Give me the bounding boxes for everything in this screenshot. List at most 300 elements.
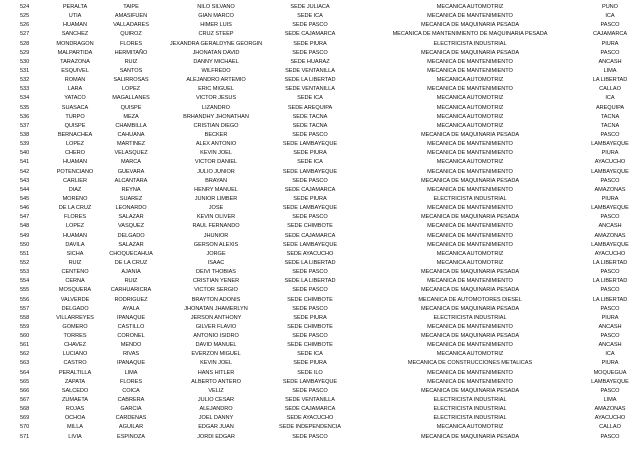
given-names-cell: EVERZON MIGUEL xyxy=(191,351,241,358)
program-cell: ELECTRICISTA INDUSTRIAL xyxy=(433,40,507,47)
paternal-surname-cell: VALVERDE xyxy=(60,296,90,303)
given-names-cell: DEIVI THOBIAS xyxy=(196,269,236,276)
paternal-surname-cell: CENTENO xyxy=(61,269,89,276)
program-cell: MECANICA DE MAQUINARIA PESADA xyxy=(420,214,520,221)
table-row xyxy=(0,396,638,405)
maternal-surname-cell: AGUILAR xyxy=(118,424,144,431)
program-cell: MECANICA DE MANTENIMIENTO DE MAQUINARIA PESADA xyxy=(392,31,548,38)
program-cell: MECANICA AUTOMOTRIZ xyxy=(436,77,504,84)
maternal-surname-cell: MEZA xyxy=(123,113,139,120)
row-number-cell: 568 xyxy=(20,406,30,413)
region-cell: LIMA xyxy=(603,67,617,74)
table-row xyxy=(0,168,638,177)
maternal-surname-cell: ESPINOZA xyxy=(117,433,145,440)
given-names-cell: NILO SILVANO xyxy=(197,4,235,10)
paternal-surname-cell: LARA xyxy=(67,86,83,93)
program-cell: MECANICA DE MANTENIMIENTO xyxy=(427,278,513,285)
paternal-surname-cell: ZUMAETA xyxy=(62,397,88,404)
row-number-cell: 566 xyxy=(20,387,30,394)
maternal-surname-cell: LOPEZ xyxy=(121,86,141,93)
paternal-surname-cell: PERALTA xyxy=(62,4,88,10)
given-names-cell: ALEJANDRO xyxy=(199,406,233,413)
program-cell: MECANICA AUTOMOTRIZ xyxy=(436,159,504,166)
campus-cell: SEDE HUARAZ xyxy=(290,58,330,65)
table-row xyxy=(0,49,638,58)
paternal-surname-cell: TORRES xyxy=(63,333,87,340)
maternal-surname-cell: MENDO xyxy=(120,342,142,349)
given-names-cell: BRAYAN xyxy=(205,177,227,184)
maternal-surname-cell: HERMITAÑO xyxy=(114,49,148,56)
row-number-cell: 527 xyxy=(20,31,30,38)
table-row xyxy=(0,433,638,442)
row-number-cell: 567 xyxy=(20,397,30,404)
campus-cell: SEDE PASCO xyxy=(292,433,328,440)
maternal-surname-cell: RUIZ xyxy=(124,58,138,65)
campus-cell: SEDE JULIACA xyxy=(290,4,330,10)
given-names-cell: JHONATAN DAVID xyxy=(192,49,240,56)
maternal-surname-cell: CHOQUECAHUA xyxy=(109,250,153,257)
region-cell: AMAZONAS xyxy=(594,406,626,413)
region-cell: TACNA xyxy=(600,113,620,120)
row-number-cell: 534 xyxy=(20,95,30,102)
given-names-cell: KEVIN OLIVER xyxy=(196,214,236,221)
row-number-cell: 539 xyxy=(20,141,30,148)
region-cell: AMAZONAS xyxy=(594,232,626,239)
paternal-surname-cell: VILLARREYES xyxy=(56,314,94,321)
given-names-cell: VELIZ xyxy=(208,387,224,394)
program-cell: MECANICA DE MAQUINARIA PESADA xyxy=(420,433,520,440)
region-cell: AYACUCHO xyxy=(594,159,626,166)
program-cell: MECANICA DE MANTENIMIENTO xyxy=(427,67,513,74)
row-number-cell: 531 xyxy=(20,67,30,74)
paternal-surname-cell: SUASACA xyxy=(61,104,89,111)
program-cell: ELECTRICISTA INDUSTRIAL xyxy=(433,314,507,321)
region-cell: AYACUCHO xyxy=(594,415,626,422)
maternal-surname-cell: IPANAQUE xyxy=(116,360,146,367)
maternal-surname-cell: DE LA CRUZ xyxy=(114,259,148,266)
maternal-surname-cell: LEONARDO xyxy=(115,205,147,212)
row-number-cell: 549 xyxy=(20,232,30,239)
table-row xyxy=(0,314,638,323)
paternal-surname-cell: DELGADO xyxy=(61,305,89,312)
program-cell: MECANICA AUTOMOTRIZ xyxy=(436,122,504,129)
region-cell: ANCASH xyxy=(598,223,622,230)
given-names-cell: BRAYTON ADONIS xyxy=(191,296,241,303)
program-cell: MECANICA DE MANTENIMIENTO xyxy=(427,205,513,212)
row-number-cell: 564 xyxy=(20,369,30,376)
paternal-surname-cell: FLORES xyxy=(63,214,87,221)
region-cell: ICA xyxy=(605,13,615,20)
program-cell: MECANICA DE MANTENIMIENTO xyxy=(427,223,513,230)
given-names-cell: DANNY MICHAEL xyxy=(193,58,239,65)
maternal-surname-cell: IPANAQUE xyxy=(116,314,146,321)
paternal-surname-cell: HUAMAN xyxy=(63,159,87,166)
given-names-cell: ANTONIO ISIDRO xyxy=(193,333,239,340)
given-names-cell: HANS HITLER xyxy=(197,369,235,376)
row-number-cell: 546 xyxy=(20,205,30,212)
paternal-surname-cell: DIAZ xyxy=(68,186,82,193)
given-names-cell: ALBERTO ANTERO xyxy=(191,378,241,385)
program-cell: MECANICA AUTOMOTRIZ xyxy=(436,250,504,257)
maternal-surname-cell: REYNA xyxy=(121,186,141,193)
given-names-cell: JORDI EDGAR xyxy=(197,433,235,440)
region-cell: PASCO xyxy=(600,305,620,312)
row-number-cell: 528 xyxy=(20,40,30,47)
program-cell: MECANICA AUTOMOTRIZ xyxy=(436,424,504,431)
region-cell: LAMBAYEQUE xyxy=(591,168,629,175)
row-number-cell: 556 xyxy=(20,296,30,303)
paternal-surname-cell: LIVIA xyxy=(68,433,82,440)
region-cell: LAMBAYEQUE xyxy=(591,141,629,148)
campus-cell: SEDE PASCO xyxy=(292,269,328,276)
program-cell: MECANICA DE MANTENIMIENTO xyxy=(427,241,513,248)
program-cell: MECANICA DE MANTENIMIENTO xyxy=(427,378,513,385)
given-names-cell: JUNIOR LIMBER xyxy=(194,195,238,202)
table-row xyxy=(0,67,638,76)
table-row xyxy=(0,387,638,396)
maternal-surname-cell: CHAMBILLA xyxy=(115,122,147,129)
given-names-cell: JORGE xyxy=(206,250,226,257)
region-cell: ANCASH xyxy=(598,342,622,349)
given-names-cell: GERSON ALEXIS xyxy=(193,241,239,248)
region-cell: PIURA xyxy=(601,150,619,157)
maternal-surname-cell: FLORES xyxy=(119,378,143,385)
campus-cell: SEDE AYACUCHO xyxy=(286,250,334,257)
program-cell: ELECTRICISTA INDUSTRIAL xyxy=(433,397,507,404)
region-cell: PUNO xyxy=(602,4,618,10)
paternal-surname-cell: DE LA CRUZ xyxy=(58,205,92,212)
paternal-surname-cell: MILLA xyxy=(67,424,83,431)
row-number-cell: 548 xyxy=(20,223,30,230)
student-list-table xyxy=(0,3,638,442)
row-number-cell: 540 xyxy=(20,150,30,157)
program-cell: MECANICA DE MAQUINARIA PESADA xyxy=(420,387,520,394)
row-number-cell: 541 xyxy=(20,159,30,166)
given-names-cell: BECKER xyxy=(204,131,228,138)
row-number-cell: 547 xyxy=(20,214,30,221)
region-cell: LA LIBERTAD xyxy=(592,296,628,303)
given-names-cell: KEVIN JOEL xyxy=(200,150,232,157)
region-cell: LAMBAYEQUE xyxy=(591,241,629,248)
program-cell: MECANICA DE MANTENIMIENTO xyxy=(427,232,513,239)
row-number-cell: 538 xyxy=(20,131,30,138)
program-cell: MECANICA AUTOMOTRIZ xyxy=(436,95,504,102)
maternal-surname-cell: CORONEL xyxy=(117,333,145,340)
region-cell: PASCO xyxy=(600,387,620,394)
campus-cell: SEDE PASCO xyxy=(292,287,328,294)
program-cell: MECANICA DE MAQUINARIA PESADA xyxy=(420,131,520,138)
paternal-surname-cell: GOMERO xyxy=(62,323,88,330)
region-cell: AYACUCHO xyxy=(594,250,626,257)
table-row xyxy=(0,94,638,103)
given-names-cell: LIZANDRO xyxy=(202,104,230,111)
region-cell: PASCO xyxy=(600,131,620,138)
region-cell: LA LIBERTAD xyxy=(592,259,628,266)
maternal-surname-cell: QUISPE xyxy=(120,104,142,111)
program-cell: MECANICA DE MANTENIMIENTO xyxy=(427,150,513,157)
region-cell: ICA xyxy=(605,351,615,358)
table-row xyxy=(0,85,638,94)
program-cell: MECANICA AUTOMOTRIZ xyxy=(436,4,504,10)
campus-cell: SEDE PASCO xyxy=(292,305,328,312)
table-row xyxy=(0,350,638,359)
maternal-surname-cell: VASQUEZ xyxy=(118,223,144,230)
table-row xyxy=(0,3,638,12)
paternal-surname-cell: MALPARTIDA xyxy=(57,49,93,56)
program-cell: ELECTRICISTA INDUSTRIAL xyxy=(433,415,507,422)
table-row xyxy=(0,104,638,113)
given-names-cell: KEVIN JOEL xyxy=(200,360,232,367)
maternal-surname-cell: MARCA xyxy=(121,159,141,166)
table-row xyxy=(0,131,638,140)
maternal-surname-cell: GUEVARA xyxy=(117,168,145,175)
given-names-cell: DAVID MANUEL xyxy=(195,342,237,349)
region-cell: CAJAMARCA xyxy=(592,31,628,38)
row-number-cell: 537 xyxy=(20,122,30,129)
maternal-surname-cell: FLORES xyxy=(119,40,143,47)
region-cell: ANCASH xyxy=(598,323,622,330)
paternal-surname-cell: ROMAN xyxy=(64,77,86,84)
table-row xyxy=(0,296,638,305)
paternal-surname-cell: CHERO xyxy=(65,150,85,157)
given-names-cell: GIAN MARCO xyxy=(198,13,234,20)
campus-cell: SEDE PASCO xyxy=(292,131,328,138)
program-cell: MECANICA DE AUTOMOTORES DIESEL xyxy=(418,296,522,303)
program-cell: MECANICA DE MAQUINARIA PESADA xyxy=(420,287,520,294)
paternal-surname-cell: CASTRO xyxy=(63,360,87,367)
region-cell: PASCO xyxy=(600,287,620,294)
table-row xyxy=(0,405,638,414)
paternal-surname-cell: SICHA xyxy=(66,250,84,257)
campus-cell: SEDE ILO xyxy=(297,369,323,376)
program-cell: MECANICA DE MANTENIMIENTO xyxy=(427,141,513,148)
row-number-cell: 544 xyxy=(20,186,30,193)
paternal-surname-cell: QUISPE xyxy=(64,122,86,129)
given-names-cell: GILVER FLAVIO xyxy=(195,323,237,330)
region-cell: CALLAO xyxy=(599,86,621,93)
program-cell: MECANICA DE MANTENIMIENTO xyxy=(427,86,513,93)
table-row xyxy=(0,58,638,67)
maternal-surname-cell: SALAZAR xyxy=(118,214,144,221)
campus-cell: SEDE PASCO xyxy=(292,177,328,184)
row-number-cell: 525 xyxy=(20,13,30,20)
given-names-cell: ISAAC xyxy=(207,259,225,266)
maternal-surname-cell: LIMA xyxy=(124,369,138,376)
campus-cell: SEDE LA LIBERTAD xyxy=(284,77,336,84)
paternal-surname-cell: TARAZONA xyxy=(60,58,90,65)
region-cell: PIURA xyxy=(601,195,619,202)
paternal-surname-cell: DAVILA xyxy=(65,241,85,248)
table-row xyxy=(0,186,638,195)
campus-cell: SEDE LAMBAYEQUE xyxy=(282,168,338,175)
paternal-surname-cell: SALCEDO xyxy=(61,387,89,394)
campus-cell: SEDE INDEPENDENCIA xyxy=(279,424,341,431)
region-cell: LA LIBERTAD xyxy=(592,278,628,285)
region-cell: PASCO xyxy=(600,22,620,29)
given-names-cell: VICTOR SERGIO xyxy=(194,287,238,294)
row-number-cell: 569 xyxy=(20,415,30,422)
program-cell: MECANICA DE MAQUINARIA PESADA xyxy=(420,305,520,312)
maternal-surname-cell: SALIRROSAS xyxy=(113,77,149,84)
program-cell: MECANICA DE MANTENIMIENTO xyxy=(427,369,513,376)
row-number-cell: 532 xyxy=(20,77,30,84)
row-number-cell: 557 xyxy=(20,305,30,312)
maternal-surname-cell: GARCIA xyxy=(120,406,142,413)
table-row xyxy=(0,369,638,378)
campus-cell: SEDE AREQUIPA xyxy=(287,104,333,111)
row-number-cell: 526 xyxy=(20,22,30,29)
given-names-cell: EDGAR JUAN xyxy=(198,424,234,431)
program-cell: MECANICA DE MAQUINARIA PESADA xyxy=(420,22,520,29)
paternal-surname-cell: BERNACHEA xyxy=(57,131,93,138)
given-names-cell: ALEJANDRO ARTEMIO xyxy=(186,77,246,84)
program-cell: MECANICA AUTOMOTRIZ xyxy=(436,259,504,266)
campus-cell: SEDE CHIMBOTE xyxy=(287,323,333,330)
campus-cell: SEDE LAMBAYEQUE xyxy=(282,241,338,248)
table-row xyxy=(0,250,638,259)
maternal-surname-cell: MAGALLANES xyxy=(112,95,150,102)
paternal-surname-cell: MONDRAGON xyxy=(56,40,94,47)
maternal-surname-cell: COICA xyxy=(122,387,140,394)
paternal-surname-cell: LUCIANO xyxy=(62,351,88,358)
region-cell: ANCASH xyxy=(598,58,622,65)
row-number-cell: 551 xyxy=(20,250,30,257)
maternal-surname-cell: CARHUARICRA xyxy=(110,287,152,294)
program-cell: MECANICA AUTOMOTRIZ xyxy=(436,113,504,120)
given-names-cell: JOEL DANNY xyxy=(198,415,234,422)
table-row xyxy=(0,414,638,423)
maternal-surname-cell: CASTILLO xyxy=(117,323,145,330)
table-row xyxy=(0,277,638,286)
campus-cell: SEDE PASCO xyxy=(292,49,328,56)
row-number-cell: 558 xyxy=(20,314,30,321)
region-cell: PIURA xyxy=(601,314,619,321)
campus-cell: SEDE ICA xyxy=(297,159,323,166)
region-cell: LAMBAYEQUE xyxy=(591,205,629,212)
given-names-cell: JHUNIOR xyxy=(203,232,229,239)
maternal-surname-cell: RUIZ xyxy=(124,278,138,285)
campus-cell: SEDE TACNA xyxy=(292,122,328,129)
given-names-cell: JHONATAN JHAMERLYN xyxy=(184,305,248,312)
given-names-cell: CRISTIAN YENER xyxy=(192,278,240,285)
row-number-cell: 563 xyxy=(20,360,30,367)
campus-cell: SEDE ICA xyxy=(297,95,323,102)
given-names-cell: BRHANDHY JHONATHAN xyxy=(183,113,249,120)
campus-cell: SEDE LA LIBERTAD xyxy=(284,278,336,285)
campus-cell: SEDE CHIMBOTE xyxy=(287,296,333,303)
table-row xyxy=(0,213,638,222)
row-number-cell: 529 xyxy=(20,49,30,56)
row-number-cell: 545 xyxy=(20,195,30,202)
campus-cell: SEDE LAMBAYEQUE xyxy=(282,141,338,148)
table-row xyxy=(0,305,638,314)
table-row xyxy=(0,378,638,387)
paternal-surname-cell: LOPEZ xyxy=(65,141,85,148)
campus-cell: SEDE LAMBAYEQUE xyxy=(282,378,338,385)
paternal-surname-cell: SANCHEZ xyxy=(61,31,89,38)
row-number-cell: 543 xyxy=(20,177,30,184)
maternal-surname-cell: ALCANTARA xyxy=(114,177,148,184)
table-row xyxy=(0,241,638,250)
row-number-cell: 553 xyxy=(20,269,30,276)
region-cell: ICA xyxy=(605,95,615,102)
row-number-cell: 552 xyxy=(20,259,30,266)
table-row xyxy=(0,122,638,131)
campus-cell: SEDE PASCO xyxy=(292,333,328,340)
given-names-cell: JOSE xyxy=(208,205,224,212)
region-cell: LIMA xyxy=(603,397,617,404)
table-row xyxy=(0,113,638,122)
maternal-surname-cell: SALAZAR xyxy=(118,241,144,248)
given-names-cell: ERIC MIGUEL xyxy=(198,86,234,93)
campus-cell: SEDE VENTANILLA xyxy=(285,86,335,93)
maternal-surname-cell: AYALA xyxy=(122,305,140,312)
given-names-cell: WILFREDO xyxy=(201,67,231,74)
table-row xyxy=(0,76,638,85)
table-row xyxy=(0,222,638,231)
campus-cell: SEDE ICA xyxy=(297,351,323,358)
maternal-surname-cell: QUIROZ xyxy=(120,31,142,38)
paternal-surname-cell: MOSQUERA xyxy=(58,287,92,294)
paternal-surname-cell: RUIZ xyxy=(68,259,82,266)
region-cell: PASCO xyxy=(600,433,620,440)
region-cell: PASCO xyxy=(600,269,620,276)
row-number-cell: 571 xyxy=(20,433,30,440)
paternal-surname-cell: POTENCIANO xyxy=(56,168,94,175)
campus-cell: SEDE ICA xyxy=(297,13,323,20)
given-names-cell: JEXANDRA GERALDYNE GEORGIN xyxy=(169,40,263,47)
row-number-cell: 561 xyxy=(20,342,30,349)
campus-cell: SEDE PASCO xyxy=(292,387,328,394)
paternal-surname-cell: CARLIER xyxy=(63,177,87,184)
campus-cell: SEDE PIURA xyxy=(293,314,327,321)
row-number-cell: 542 xyxy=(20,168,30,175)
maternal-surname-cell: SANTOS xyxy=(119,67,143,74)
table-row xyxy=(0,195,638,204)
given-names-cell: CRISTIAN DIEGO xyxy=(193,122,239,129)
region-cell: PASCO xyxy=(600,177,620,184)
table-row xyxy=(0,30,638,39)
region-cell: PIURA xyxy=(601,40,619,47)
maternal-surname-cell: AMASIFUEN xyxy=(114,13,148,20)
program-cell: MECANICA DE MAQUINARIA PESADA xyxy=(420,333,520,340)
table-row xyxy=(0,40,638,49)
table-row xyxy=(0,149,638,158)
region-cell: LA LIBERTAD xyxy=(592,77,628,84)
campus-cell: SEDE PASCO xyxy=(292,22,328,29)
table-row xyxy=(0,232,638,241)
maternal-surname-cell: MARTINEZ xyxy=(116,141,146,148)
campus-cell: SEDE LA LIBERTAD xyxy=(284,259,336,266)
campus-cell: SEDE VENTANILLA xyxy=(285,67,335,74)
region-cell: PASCO xyxy=(600,333,620,340)
paternal-surname-cell: HUAMAN xyxy=(63,232,87,239)
maternal-surname-cell: SUAREZ xyxy=(119,195,143,202)
campus-cell: SEDE PIURA xyxy=(293,360,327,367)
program-cell: MECANICA DE MANTENIMIENTO xyxy=(427,323,513,330)
row-number-cell: 570 xyxy=(20,424,30,431)
paternal-surname-cell: ZAPATA xyxy=(64,378,86,385)
region-cell: AREQUIPA xyxy=(595,104,625,111)
campus-cell: SEDE PIURA xyxy=(293,40,327,47)
table-row xyxy=(0,177,638,186)
table-row xyxy=(0,259,638,268)
table-row xyxy=(0,158,638,167)
region-cell: PASCO xyxy=(600,214,620,221)
given-names-cell: JULIO JUNIOR xyxy=(197,168,235,175)
maternal-surname-cell: TAIPE xyxy=(123,4,139,10)
row-number-cell: 536 xyxy=(20,113,30,120)
